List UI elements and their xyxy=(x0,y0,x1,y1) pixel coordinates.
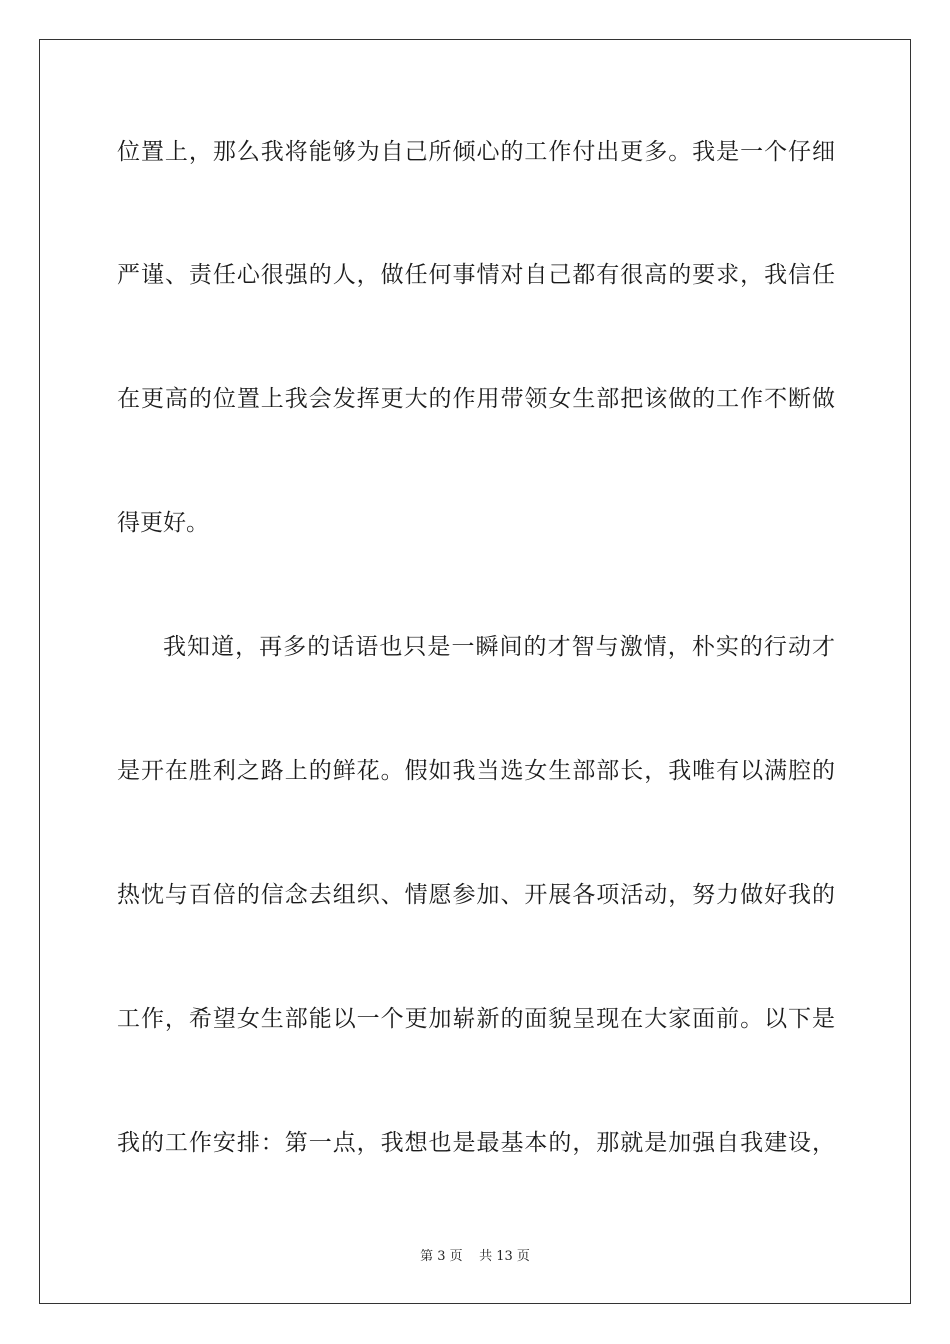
text-line-9: 我的工作安排：第一点，我想也是最基本的，那就是加强自我建设， xyxy=(117,1130,835,1156)
text-line-5: 我知道，再多的话语也只是一瞬间的才智与激情，朴实的行动才 xyxy=(163,634,835,660)
page-border xyxy=(39,39,911,1304)
text-line-3: 在更高的位置上我会发挥更大的作用带领女生部把该做的工作不断做 xyxy=(117,386,835,412)
page-number-footer: 第 3 页 共 13 页 xyxy=(420,1249,530,1264)
text-line-8: 工作，希望女生部能以一个更加崭新的面貌呈现在大家面前。以下是 xyxy=(117,1006,835,1032)
text-line-1: 位置上，那么我将能够为自己所倾心的工作付出更多。我是一个仔细 xyxy=(117,139,835,165)
text-line-2: 严谨、责任心很强的人，做任何事情对自己都有很高的要求，我信任 xyxy=(117,262,835,288)
text-line-7: 热忱与百倍的信念去组织、情愿参加、开展各项活动，努力做好我的 xyxy=(117,882,835,908)
text-line-6: 是开在胜利之路上的鲜花。假如我当选女生部部长，我唯有以满腔的 xyxy=(117,758,835,784)
text-line-4: 得更好。 xyxy=(117,510,209,536)
